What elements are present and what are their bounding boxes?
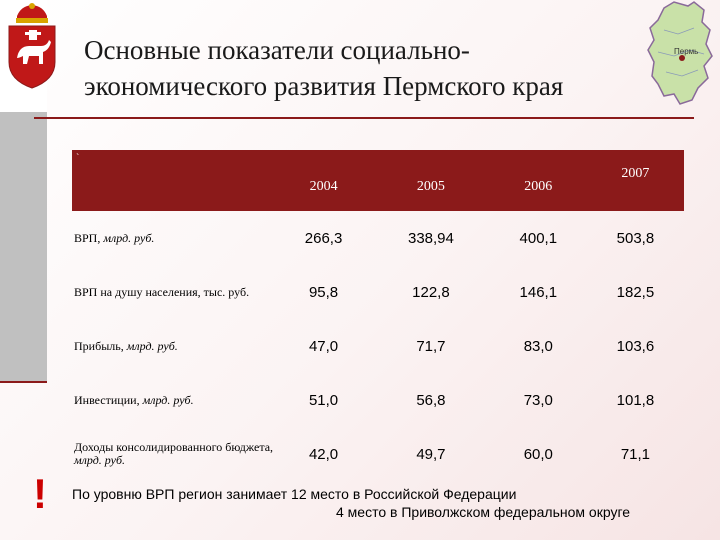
indicators-table — [72, 150, 684, 481]
year-header: 2004 — [275, 150, 372, 211]
value-cell: 56,8 — [416, 391, 446, 409]
value-cell: 49,7 — [416, 445, 446, 463]
table-row — [72, 211, 684, 265]
value-cell: 95,8 — [308, 283, 339, 301]
note-line-1: По уровню ВРП регион занимает 12 место в Российской Федерации — [72, 486, 517, 502]
value-cell: 103,6 — [616, 337, 655, 355]
value-cell: 71,1 — [620, 445, 651, 463]
table-row — [72, 427, 684, 481]
year-header: 2006 — [490, 150, 587, 211]
page-title — [84, 32, 644, 104]
value-cell: 83,0 — [523, 337, 553, 355]
value-cell: 122,8 — [412, 283, 450, 301]
note-line-2: 4 место в Приволжском федеральном округе — [336, 504, 631, 520]
value-cell: 51,0 — [308, 391, 339, 409]
table-corner-cell: ` — [72, 150, 275, 211]
year-header: 2005 — [372, 150, 490, 211]
value-cell: 101,8 — [616, 391, 655, 409]
table-row — [72, 265, 684, 319]
perm-coat-of-arms-icon — [3, 2, 61, 90]
title-line-1: Основные показатели социально- — [84, 35, 470, 65]
row-label: ВРП, млрд. руб. — [74, 230, 155, 245]
title-line-2: экономического развития Пермского края — [84, 71, 564, 101]
side-accent-bar — [0, 112, 47, 382]
value-cell: 400,1 — [519, 229, 558, 247]
value-cell: 503,8 — [616, 229, 655, 247]
region-map-icon — [644, 0, 716, 108]
table-header-row — [72, 150, 684, 211]
alert-icon: ! — [33, 470, 47, 517]
value-cell: 60,0 — [523, 445, 553, 463]
map-city-label: Пермь — [674, 47, 699, 56]
year-header: 2007 — [587, 150, 684, 211]
value-cell: 42,0 — [308, 445, 339, 463]
value-cell: 71,7 — [416, 337, 446, 355]
value-cell: 266,3 — [304, 229, 343, 247]
row-label: Инвестиции, млрд. руб. — [74, 392, 194, 407]
value-cell: 338,94 — [407, 229, 454, 247]
value-cell: 47,0 — [308, 337, 339, 355]
row-label: Доходы консолидированного бюджета, млрд. руб. — [74, 440, 274, 467]
side-divider — [0, 381, 47, 383]
value-cell: 182,5 — [616, 283, 655, 301]
value-cell: 73,0 — [523, 391, 553, 409]
table-row — [72, 319, 684, 373]
title-divider — [34, 117, 694, 119]
row-label: Прибыль, млрд. руб. — [74, 338, 178, 353]
row-label: ВРП на душу населения, тыс. руб. — [74, 284, 250, 299]
value-cell: 146,1 — [519, 283, 558, 301]
table-row — [72, 373, 684, 427]
